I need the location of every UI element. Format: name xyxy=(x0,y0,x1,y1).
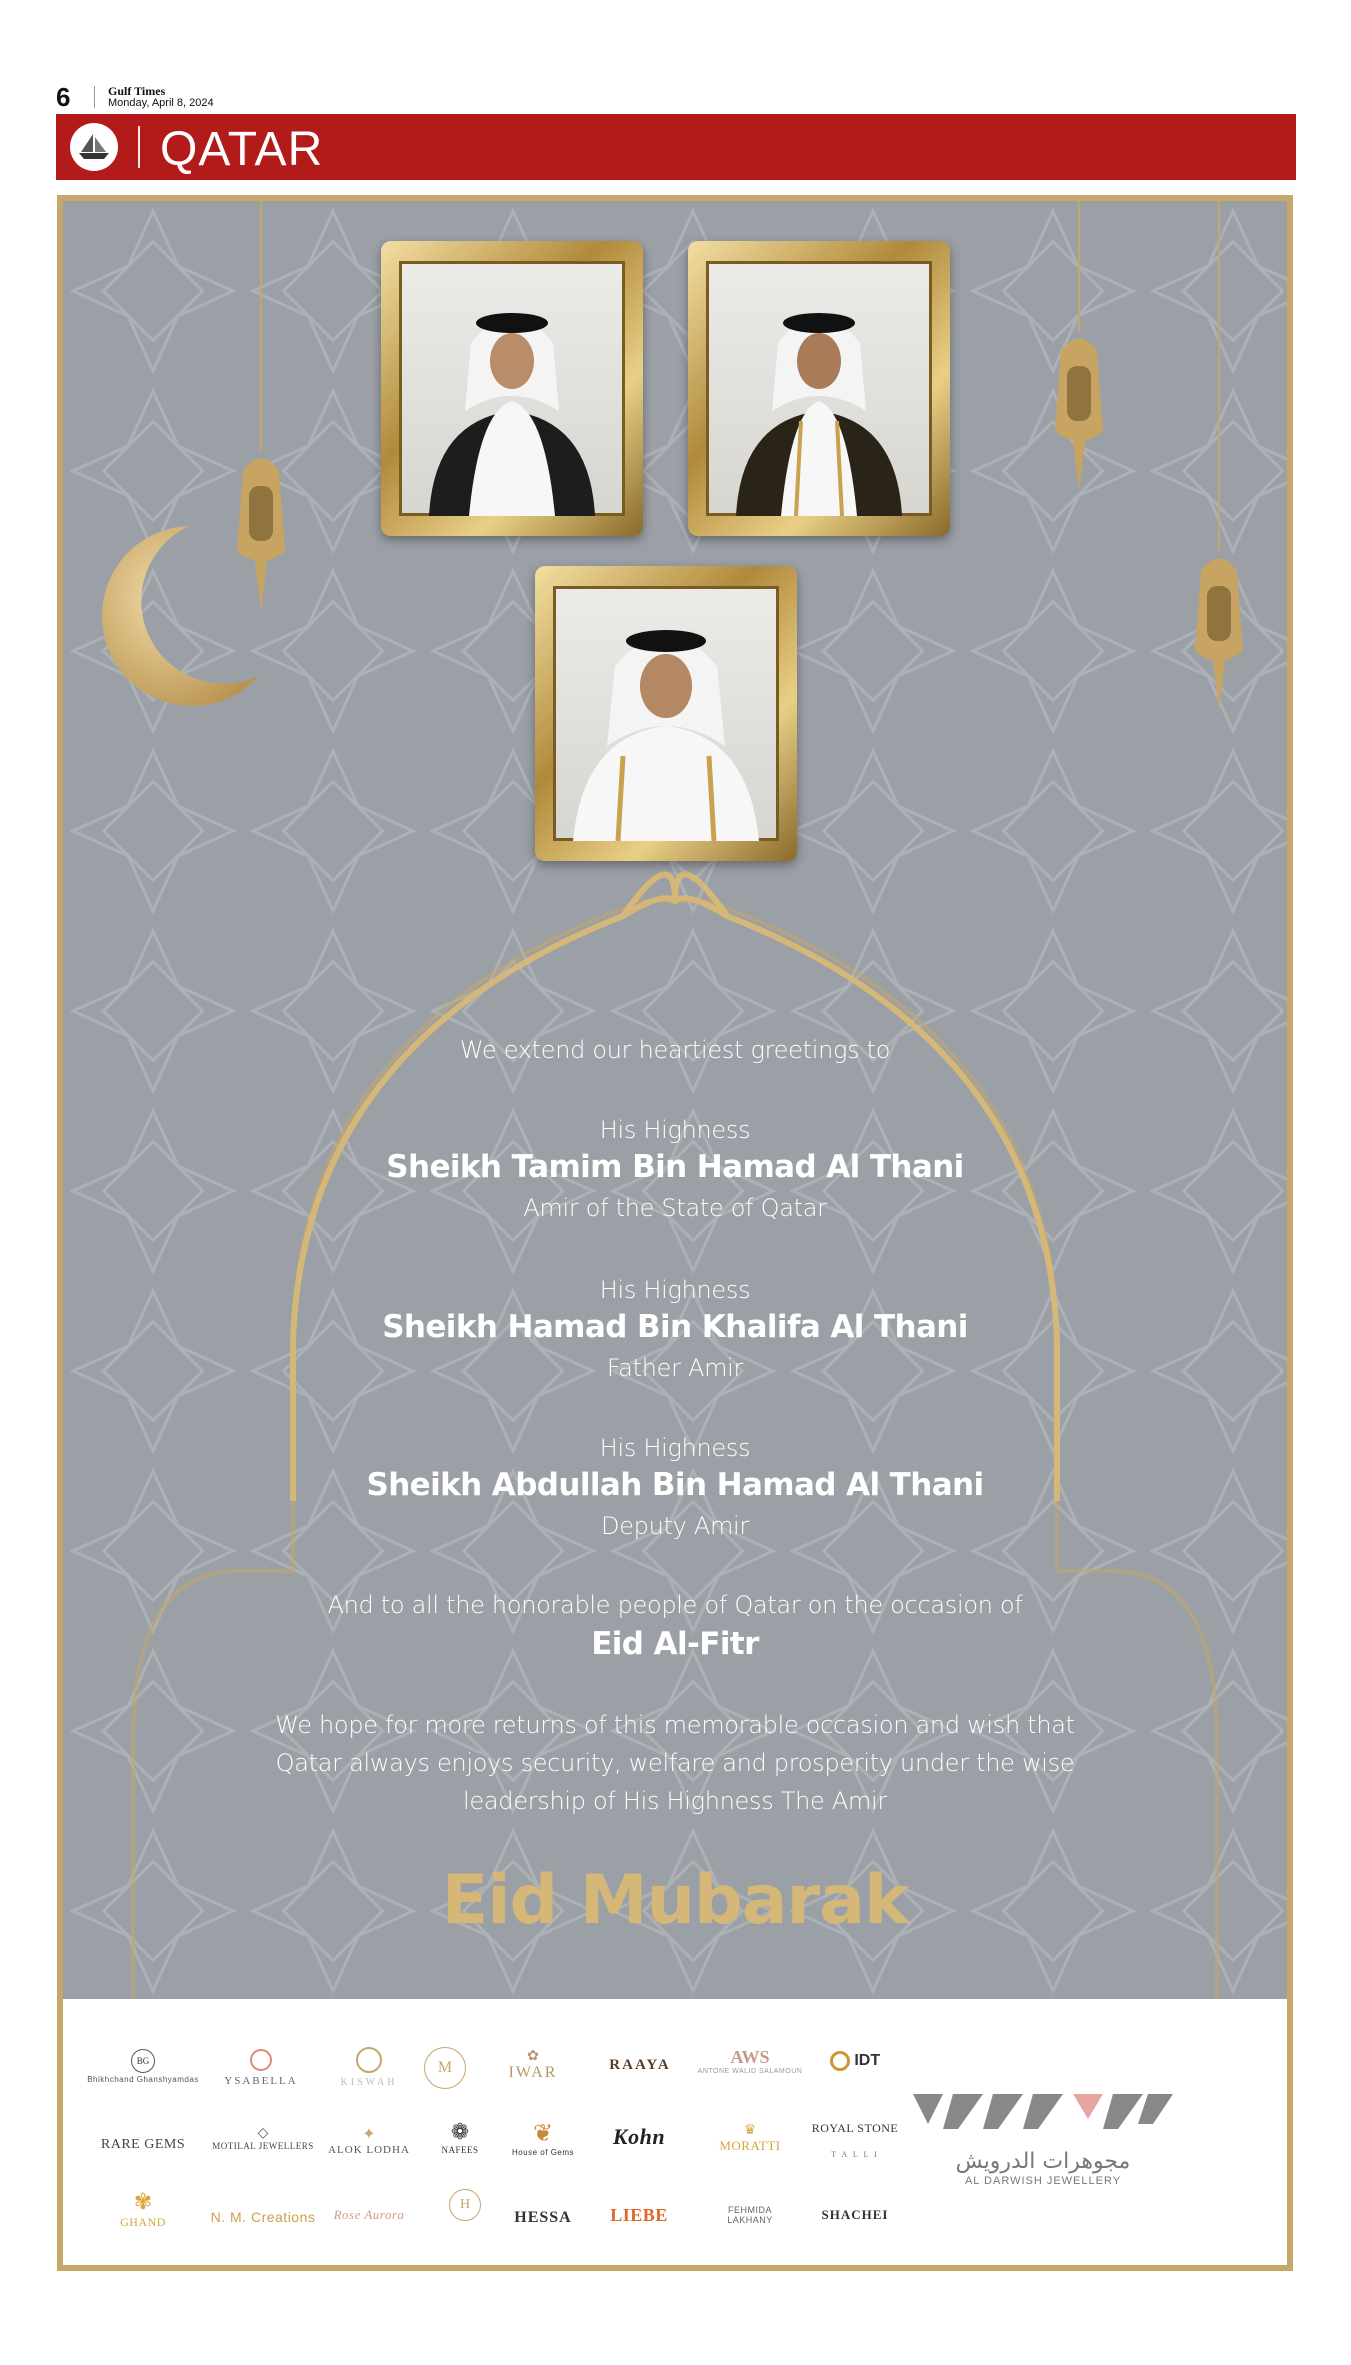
person-silhouette-icon xyxy=(399,261,625,516)
dignitary-title: Amir of the State of Qatar xyxy=(523,1194,827,1222)
dignitary-title: Deputy Amir xyxy=(601,1512,749,1540)
dignitary-name: Sheikh Hamad Bin Khalifa Al Thani xyxy=(382,1309,968,1345)
page-number: 6 xyxy=(56,82,71,112)
sponsor-logo: ❁ NAFEES xyxy=(441,2119,479,2155)
greeting-intro: We extend our heartiest greetings to xyxy=(459,1036,891,1064)
occasion-name: Eid Al-Fitr xyxy=(591,1626,759,1662)
honorific: His Highness xyxy=(599,1116,751,1144)
hanging-lantern-icon xyxy=(1039,201,1119,501)
hanging-lantern-icon xyxy=(1179,201,1259,721)
dignitary-name: Sheikh Abdullah Bin Hamad Al Thani xyxy=(366,1467,984,1503)
sponsor-logo: ✦ ALOK LODHA xyxy=(328,2126,410,2156)
wish-line: Qatar always enjoys security, welfare and prosperity under the wise xyxy=(275,1749,1075,1777)
issue-date: Monday, April 8, 2024 xyxy=(108,97,214,109)
sponsor-logo: AWS ANTONE WALID SALAMOUN xyxy=(697,2047,803,2075)
al-darwish-logo-icon xyxy=(913,2084,1173,2144)
portrait-amir xyxy=(381,241,643,536)
sponsor-logo: Rose Aurora xyxy=(333,2207,405,2222)
sponsor-logo: LIEBE xyxy=(610,2205,668,2225)
dignitary-name: Sheikh Tamim Bin Hamad Al Thani xyxy=(386,1149,964,1185)
sponsor-logo: BG Bhikhchand Ghanshyamdas xyxy=(83,2049,203,2084)
section-title: QATAR xyxy=(160,123,324,176)
sponsor-logo: HESSA xyxy=(514,2209,572,2226)
sponsor-logo: ♛ MORATTI xyxy=(719,2121,781,2153)
main-sponsor-english: AL DARWISH JEWELLERY xyxy=(964,2175,1122,2187)
sponsor-logo: SHACHEI xyxy=(821,2207,889,2222)
eid-mubarak-heading: Eid Mubarak xyxy=(441,1861,909,1940)
folio-divider xyxy=(94,86,95,108)
section-divider xyxy=(138,126,140,168)
dhow-logo-icon xyxy=(70,123,118,171)
sponsor-logo: Kohn xyxy=(612,2124,666,2149)
sponsor-logo: FEHMIDA LAKHANY xyxy=(727,2205,773,2225)
wish-line: We hope for more returns of this memorable occasion and wish that xyxy=(275,1711,1075,1739)
ad-background xyxy=(63,201,1287,1999)
portrait-father-amir xyxy=(688,241,950,536)
person-silhouette-icon xyxy=(706,261,932,516)
sponsor-logo: ✿ IWAR xyxy=(508,2047,558,2081)
sponsor-logo: ✾ GHAND xyxy=(120,2189,166,2229)
main-sponsor-arabic: مجوهرات الدرويش xyxy=(955,2149,1131,2174)
sponsor-logo: ◇ MOTILAL JEWELLERS xyxy=(212,2124,314,2151)
sponsor-logo: RAAYA xyxy=(609,2057,671,2073)
people-line: And to all the honorable people of Qatar on the occasion of xyxy=(327,1591,1023,1619)
sponsor-logo: KISWAH xyxy=(319,2047,419,2088)
honorific: His Highness xyxy=(599,1434,751,1462)
hanging-lantern-icon xyxy=(221,201,301,621)
sponsor-logo: IDT xyxy=(805,2051,905,2071)
sponsor-logo: ROYAL STONE T A L L I xyxy=(811,2121,899,2159)
dignitary-title: Father Amir xyxy=(606,1354,744,1382)
sponsor-logo: YSABELLA xyxy=(211,2049,311,2087)
honorific: His Highness xyxy=(599,1276,751,1304)
section-header-bar xyxy=(56,114,1296,180)
eid-greeting-advertisement xyxy=(57,195,1293,2271)
sponsor-logo: N. M. Creations xyxy=(210,2209,316,2225)
wish-line: leadership of His Highness The Amir xyxy=(463,1787,887,1815)
portrait-deputy-amir xyxy=(535,566,797,861)
sponsor-logo: H xyxy=(435,2189,495,2221)
person-silhouette-icon xyxy=(553,586,779,841)
sponsor-logo: ❦ House of Gems xyxy=(511,2120,575,2157)
sponsor-logo: M xyxy=(415,2047,475,2089)
paper-name: Gulf Times xyxy=(108,84,166,98)
sponsor-logos xyxy=(63,1999,1287,2265)
sponsor-logo: RARE GEMS xyxy=(100,2137,186,2152)
